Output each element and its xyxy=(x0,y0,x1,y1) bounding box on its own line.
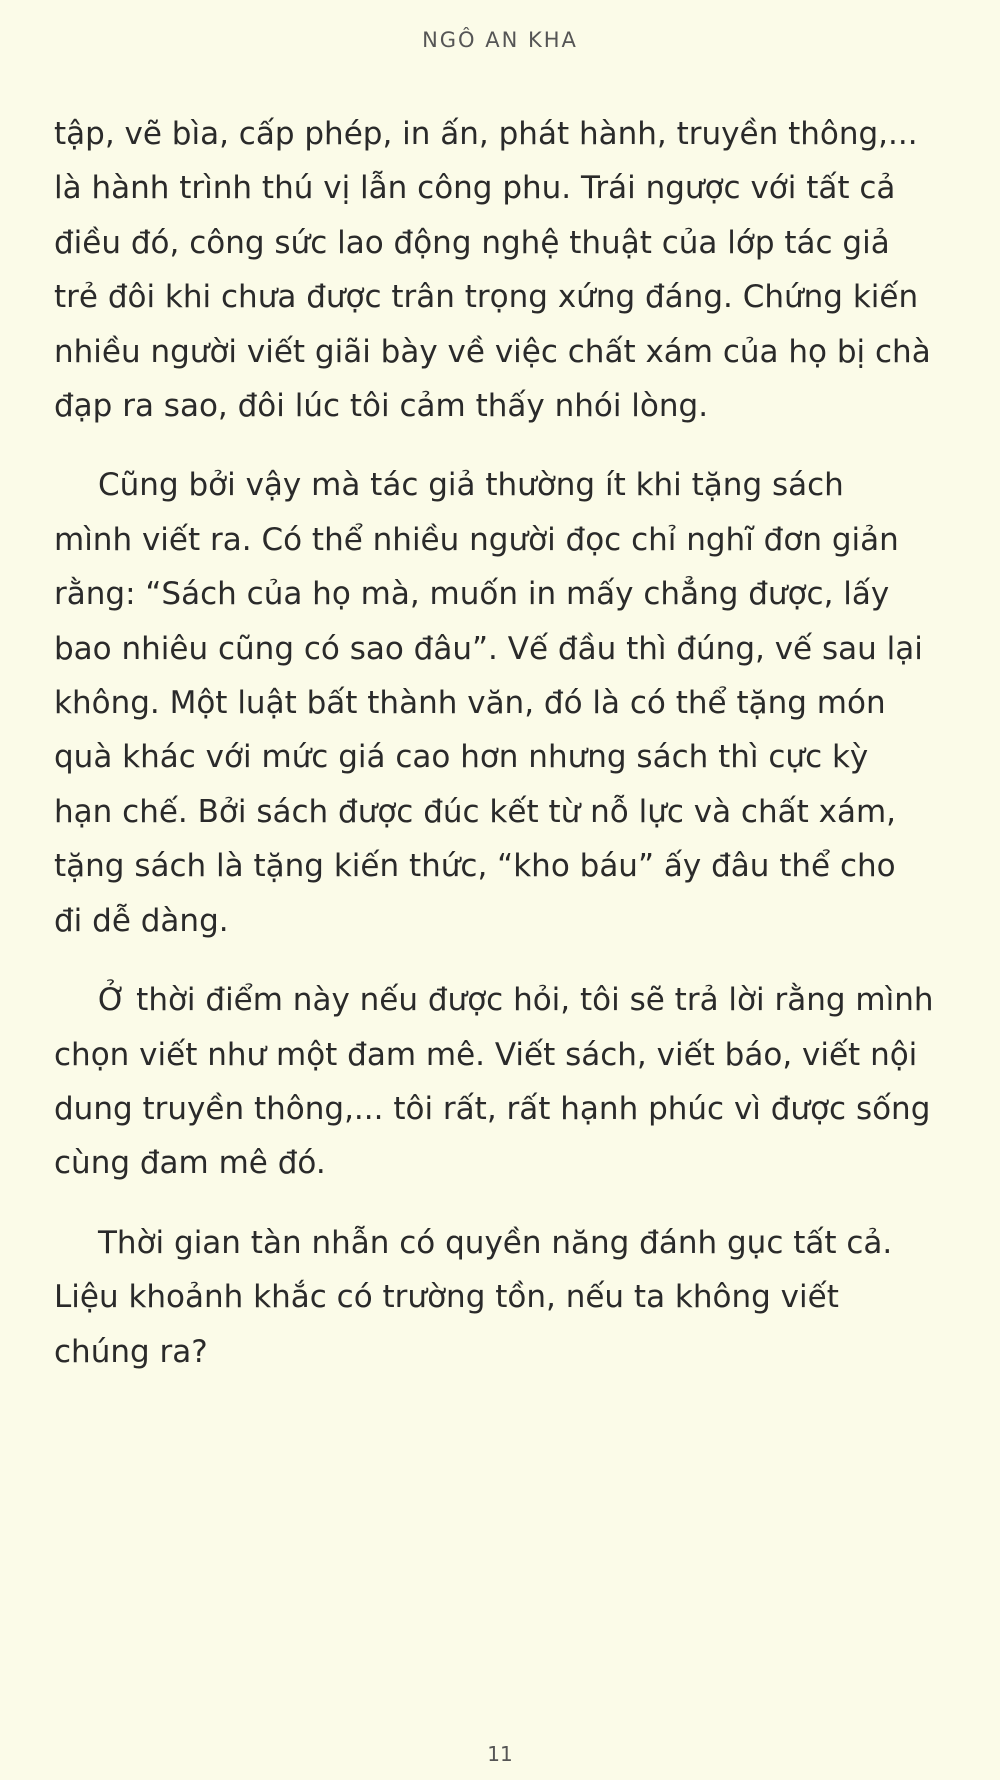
text-line: hạn chế. Bởi sách được đúc kết từ nỗ lực và chất xám, xyxy=(54,793,897,830)
text-line: tặng sách là tặng kiến thức, “kho báu” ấy đâu thể cho xyxy=(54,848,896,885)
text-line: là hành trình thú vị lẫn công phu. Trái ngược với tất cả xyxy=(54,170,896,207)
paragraph xyxy=(54,1216,910,1379)
text-line: nhiều người viết giãi bày về việc chất xám của họ bị chà xyxy=(54,333,931,370)
text-line: quà khác với mức giá cao hơn nhưng sách thì cực kỳ xyxy=(54,739,869,776)
text-line: tập, vẽ bìa, cấp phép, in ấn, phát hành, truyền thông,... xyxy=(54,116,918,152)
text-line: chọn viết như một đam mê. Viết sách, viết báo, viết nội xyxy=(54,1036,918,1073)
text-line: Ở thời điểm này nếu được hỏi, tôi sẽ trả lời rằng mình xyxy=(98,982,934,1019)
text-line: Thời gian tàn nhẫn có quyền năng đánh gục tất cả. xyxy=(98,1224,893,1261)
paragraph xyxy=(54,973,934,1191)
text-line: cùng đam mê đó. xyxy=(54,1145,326,1182)
text-line: Liệu khoảnh khắc có trường tồn, nếu ta không viết xyxy=(54,1279,839,1316)
text-line: mình viết ra. Có thể nhiều người đọc chỉ nghĩ đơn giản xyxy=(54,521,899,558)
paragraph xyxy=(54,107,931,433)
text-line: dung truyền thông,... tôi rất, rất hạnh phúc vì được sống xyxy=(54,1090,931,1127)
text-line: đi dễ dàng. xyxy=(54,902,229,939)
running-header: NGÔ AN KHA xyxy=(422,28,578,52)
text-line: đạp ra sao, đôi lúc tôi cảm thấy nhói lòng. xyxy=(54,388,709,425)
page-number: 11 xyxy=(487,1742,513,1766)
text-line: trẻ đôi khi chưa được trân trọng xứng đáng. Chứng kiến xyxy=(54,279,919,316)
text-line: Cũng bởi vậy mà tác giả thường ít khi tặng sách xyxy=(98,467,844,504)
text-line: rằng: “Sách của họ mà, muốn in mấy chẳng được, lấy xyxy=(54,576,890,613)
text-line: điều đó, công sức lao động nghệ thuật của lớp tác giả xyxy=(54,224,890,261)
text-line: chúng ra? xyxy=(54,1333,208,1370)
text-line: không. Một luật bất thành văn, đó là có thể tặng món xyxy=(54,685,886,722)
body-text xyxy=(54,107,934,1404)
text-line: bao nhiêu cũng có sao đâu”. Vế đầu thì đúng, vế sau lại xyxy=(54,630,923,667)
paragraph xyxy=(54,458,923,948)
